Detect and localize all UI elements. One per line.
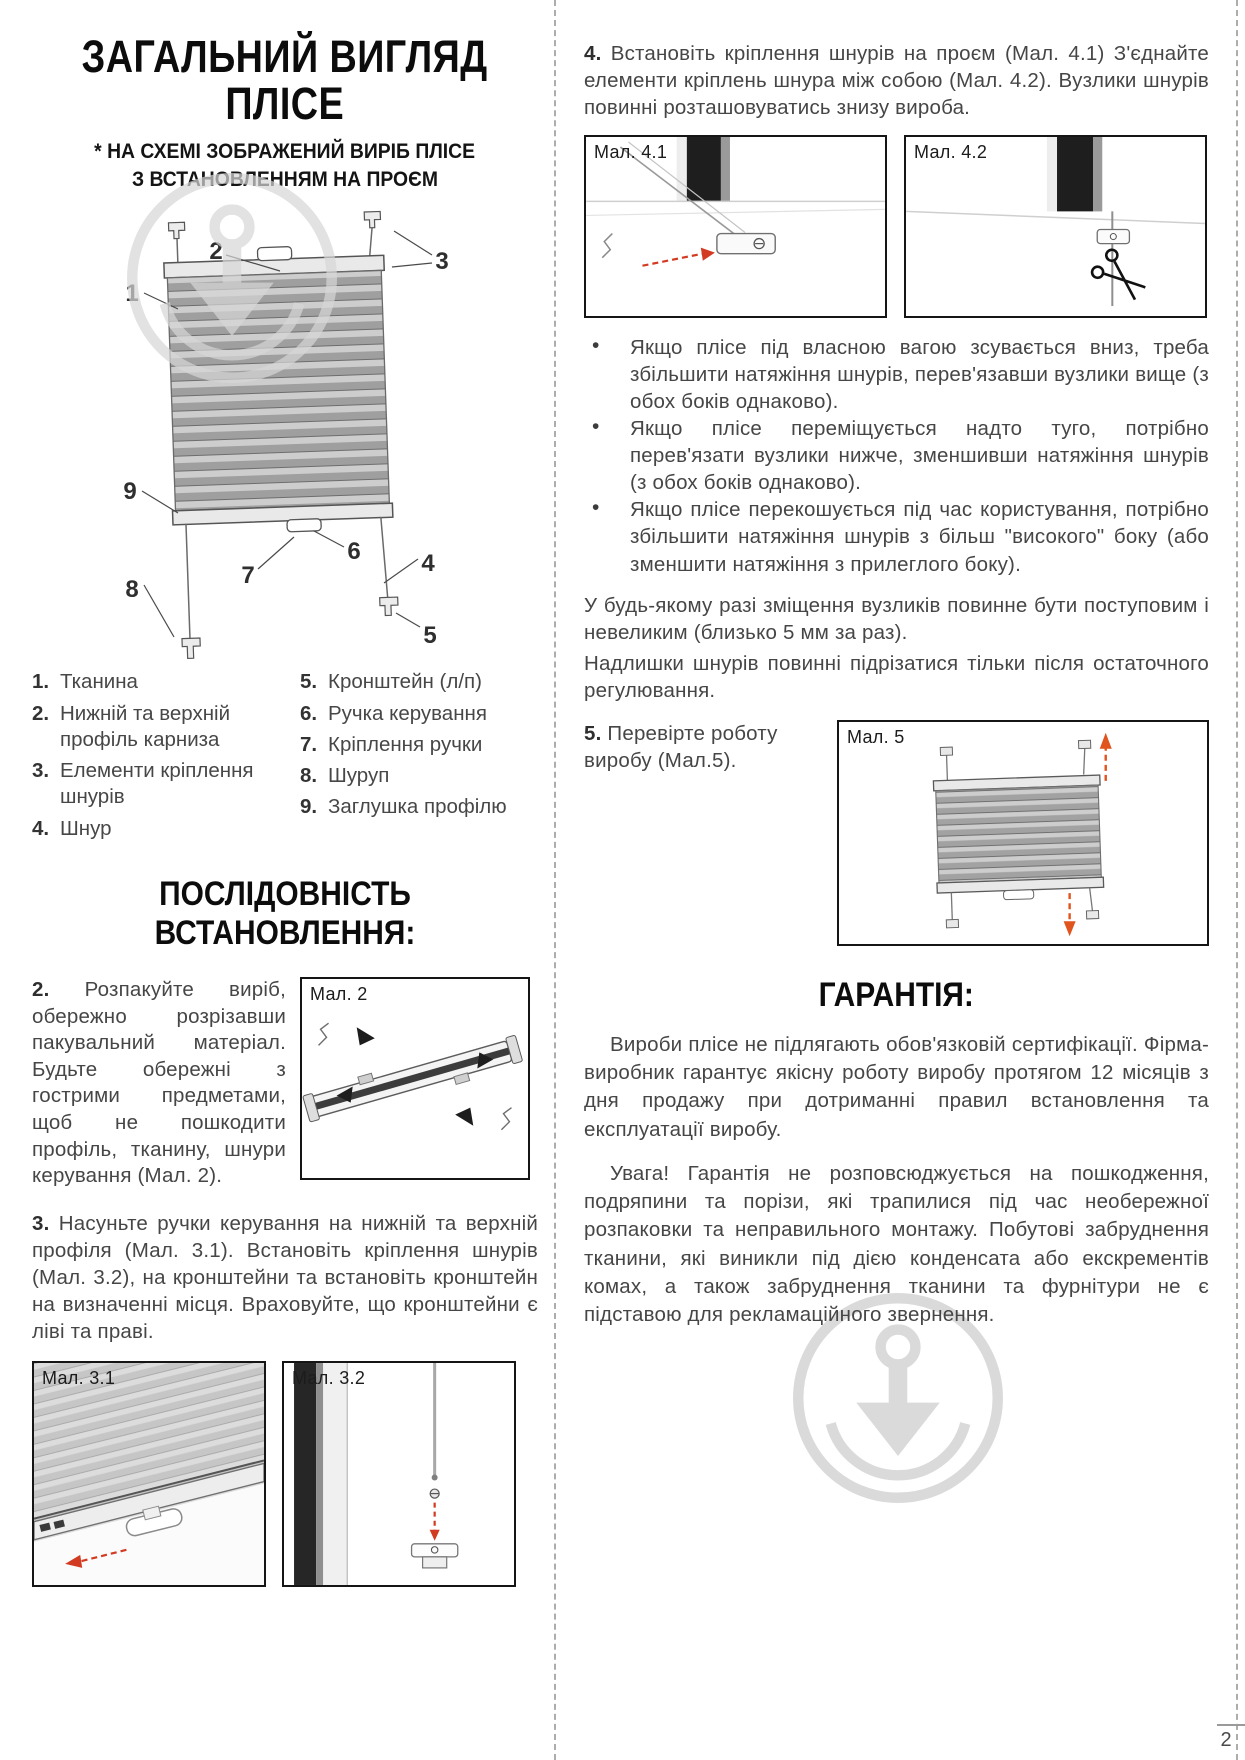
figure-3-2-svg xyxy=(284,1363,514,1585)
bullet-text-1: Якщо плісе під власною вагою зсувається вниз, треба збільшити натяжіння шнурів, перев'язавши вузлики вище (з обох боків однаково). xyxy=(630,336,1209,414)
left-column xyxy=(32,31,538,1587)
note-paragraph-1: У будь-якому разі зміщення вузликів повинне бути поступовим і невеликим (близько 5 мм за раз). xyxy=(584,593,1209,644)
page-title xyxy=(32,31,538,129)
step-3-body-2: Встановіть кріплення шнурів (Мал. 3.2), на кронштейни та встановіть кронштейн на визначенні місця. xyxy=(32,1239,538,1317)
figure-3-2-label: Мал. 3.2 xyxy=(292,1368,366,1389)
bullet-marker: • xyxy=(592,496,600,520)
figure-2 xyxy=(300,977,530,1180)
figure-4-2 xyxy=(904,135,1207,318)
figure-4-2-svg xyxy=(906,137,1205,316)
legend-item-2 xyxy=(32,701,300,753)
legend-text: Заглушка профілю xyxy=(328,795,507,819)
legend-column-2 xyxy=(300,669,538,846)
page-subtitle xyxy=(32,138,538,194)
up-arrow-icon xyxy=(1100,732,1112,780)
warranty-paragraph-2: Увага! Гарантія не розповсюджується на пошкодження, подряпини та порізи, які трапилися під час необережної розпаковки та неправильного монтажу. Побутові забруднення тканини, які виникли під дією конденсата або екскрементів комах, а також забруднення тканини та фурнітури не є підставою для рекламаційного звернення. xyxy=(584,1161,1209,1327)
legend-text: Кріплення ручки xyxy=(328,732,483,756)
figure-2-svg xyxy=(302,979,528,1178)
bullet-marker: • xyxy=(592,415,600,439)
legend-num: 7. xyxy=(300,732,318,756)
sequence-heading xyxy=(32,875,538,953)
step-5-block xyxy=(584,720,1209,946)
legend-item-7 xyxy=(300,732,538,758)
legend-item-8 xyxy=(300,763,538,789)
callout-5: 5 xyxy=(423,622,437,650)
legend-text: Нижній та верхній профіль карниза xyxy=(60,701,231,751)
figure-4-1-label: Мал. 4.1 xyxy=(594,142,668,163)
step-3-text xyxy=(32,1210,538,1345)
callout-2: 2 xyxy=(209,238,223,266)
legend-text: Елементи кріплення шнурів xyxy=(60,759,254,809)
legend-num: 6. xyxy=(300,701,318,725)
legend-text: Шнур xyxy=(60,816,112,840)
step-2-block xyxy=(32,977,538,1190)
figure-2-label: Мал. 2 xyxy=(310,983,368,1004)
warranty-heading xyxy=(584,976,1209,1015)
figure-4-1 xyxy=(584,135,887,318)
legend-text: Тканина xyxy=(60,670,138,694)
callout-7: 7 xyxy=(241,562,255,590)
legend-text: Шуруп xyxy=(328,764,390,788)
footer-corner-mark xyxy=(1217,1724,1245,1726)
warranty-paragraph-1: Вироби плісе не підлягають обов'язковій сертифікації. Фірма-виробник гарантує якісну роботу виробу протягом 12 місяців з дня продажу при дотриманні правил встановлення та експлуатації виробу. xyxy=(584,1032,1209,1141)
page-title-line1: ЗАГАЛЬНИЙ ВИГЛЯД xyxy=(82,31,488,82)
legend-num: 5. xyxy=(300,670,318,694)
page-subtitle-line1: * НА СХЕМІ ЗОБРАЖЕНИЙ ВИРІБ ПЛІСЕ xyxy=(94,138,476,163)
legend-text: Ручка керування xyxy=(328,701,487,725)
figure-4-1-svg xyxy=(586,137,885,316)
legend-item-9 xyxy=(300,794,538,820)
bullet-marker: • xyxy=(592,334,600,358)
sequence-heading-text: ПОСЛІДОВНІСТЬ ВСТАНОВЛЕННЯ: xyxy=(154,874,416,952)
legend-num: 4. xyxy=(32,816,50,840)
legend-item-6 xyxy=(300,701,538,727)
figure-5 xyxy=(837,720,1209,946)
legend-text: Кронштейн (л/п) xyxy=(328,670,482,694)
step-2-number: 2. xyxy=(32,977,50,1001)
pleated-blind-overview-diagram xyxy=(32,197,538,667)
figures-3-row xyxy=(32,1361,538,1587)
bullet-text-2: Якщо плісе переміщується надто туго, потрібно перев'язати вузлики нижче, зменшивши натяжіння шнурів (з обох боків однаково). xyxy=(630,417,1209,495)
bullet-item-3 xyxy=(584,496,1209,577)
figure-3-2 xyxy=(282,1361,516,1587)
legend-item-4 xyxy=(32,816,300,842)
note-paragraph-2: Надлишки шнурів повинні підрізатися тільки після остаточного регулювання. xyxy=(584,651,1209,702)
bullet-item-2 xyxy=(584,415,1209,496)
blind-diagram-svg xyxy=(32,197,538,667)
figure-5-svg xyxy=(839,722,1207,944)
callout-6: 6 xyxy=(347,538,361,566)
parts-legend xyxy=(32,669,538,846)
right-edge-divider xyxy=(1236,0,1238,1760)
legend-num: 9. xyxy=(300,795,318,819)
adjustment-notes xyxy=(584,334,1209,577)
callout-8: 8 xyxy=(125,576,139,604)
callout-3: 3 xyxy=(435,248,449,276)
figure-3-1-svg xyxy=(34,1363,264,1585)
figures-4-row xyxy=(584,135,1209,318)
down-arrow-icon xyxy=(1064,893,1076,936)
step-4-number: 4. xyxy=(584,42,602,65)
step-3-number: 3. xyxy=(32,1212,50,1235)
page-subtitle-line2: З ВСТАНОВЛЕННЯМ НА ПРОЄМ xyxy=(132,166,438,191)
step-4-text xyxy=(584,40,1209,121)
legend-num: 3. xyxy=(32,759,50,783)
legend-num: 1. xyxy=(32,670,50,694)
legend-item-1 xyxy=(32,669,300,695)
step-5-body: Перевірте роботу виробу (Мал.5). xyxy=(584,721,778,773)
warranty-heading-text: ГАРАНТІЯ: xyxy=(818,975,975,1014)
page-number: 2 xyxy=(1220,1729,1232,1751)
callout-4: 4 xyxy=(421,550,435,578)
legend-item-3 xyxy=(32,758,300,810)
page-title-line2: ПЛІСЕ xyxy=(225,77,345,129)
right-column xyxy=(584,40,1209,1330)
step-2-text xyxy=(32,977,286,1190)
step-2-body: Розпакуйте виріб, обережно розрізавши пакувальний матеріал. Будьте обережні з гострими предметами, щоб не пошкодити профіль, тканину, шнури керування (Мал. 2). xyxy=(32,977,286,1188)
figure-3-1-label: Мал. 3.1 xyxy=(42,1368,116,1389)
step-4-body: Встановіть кріплення шнурів на проєм (Мал. 4.1) З'єднайте елементи кріплень шнура між собою (Мал. 4.2). Вузлики шнурів повинні розташовуватись знизу вироба. xyxy=(584,42,1209,120)
legend-num: 2. xyxy=(32,701,50,725)
bullet-text-3: Якщо плісе перекошується під час користування, потрібно збільшити натяжіння шнурів з більш "високого" боку (або зменшити натяжіння з прилеглого боку). xyxy=(630,498,1209,576)
figure-4-2-label: Мал. 4.2 xyxy=(914,142,988,163)
legend-num: 8. xyxy=(300,764,318,788)
step-5-number: 5. xyxy=(584,721,602,745)
step-3-body-3: Враховуйте, що кронштейни є ліві та праві. xyxy=(32,1293,538,1344)
figure-3-1 xyxy=(32,1361,266,1587)
callout-9: 9 xyxy=(123,478,137,506)
figure-5-label: Мал. 5 xyxy=(847,726,905,747)
bullet-item-1 xyxy=(584,334,1209,415)
legend-column-1 xyxy=(32,669,300,846)
legend-item-5 xyxy=(300,669,538,695)
callout-1: 1 xyxy=(125,280,139,308)
step-5-text xyxy=(584,720,823,946)
step-3-body-1: Насуньте ручки керування на нижній та верхній профіля (Мал. 3.1). xyxy=(32,1212,538,1263)
center-divider xyxy=(554,0,556,1760)
